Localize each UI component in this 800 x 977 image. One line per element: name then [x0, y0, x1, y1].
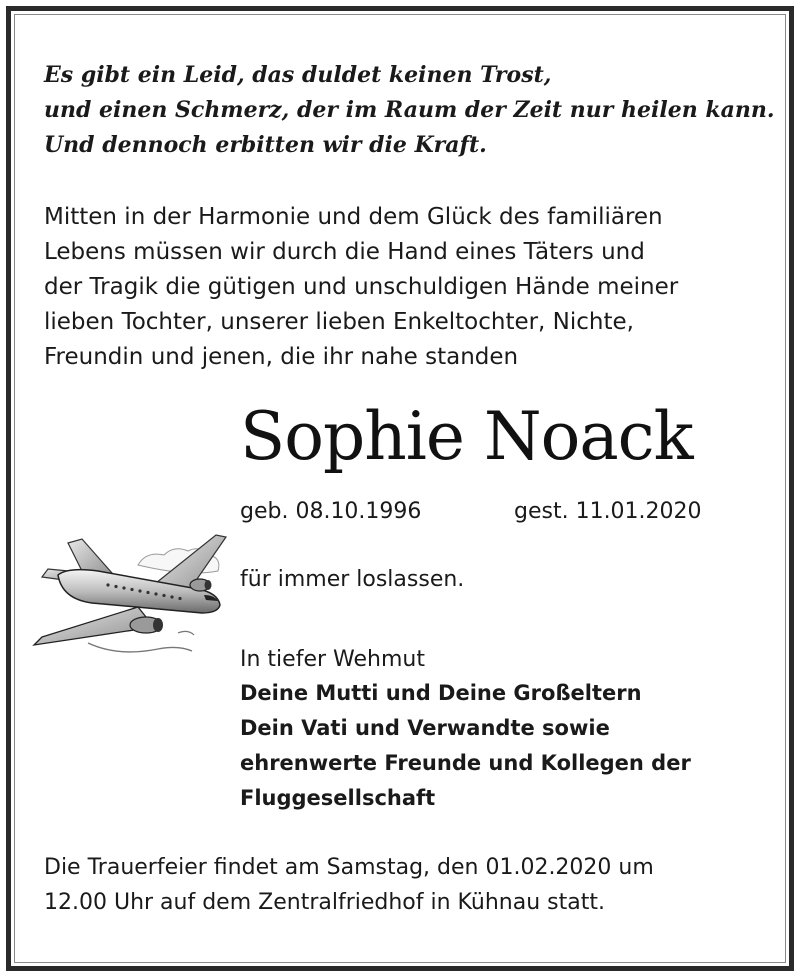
farewell-text: für immer loslassen. — [240, 567, 465, 592]
funeral-line: Die Trauerfeier findet am Samstag, den 01.02.2020 um — [44, 855, 654, 880]
birth-date: geb. 08.10.1996 — [240, 499, 422, 524]
death-date: gest. 11.01.2020 — [514, 499, 702, 524]
funeral-info — [44, 850, 654, 920]
poem-line: Und dennoch erbitten wir die Kraft. — [44, 132, 487, 158]
mourning-intro: In tiefer Wehmut — [240, 647, 425, 672]
airplane-icon — [28, 525, 238, 665]
funeral-line: 12.00 Uhr auf dem Zentralfriedhof in Kühnau statt. — [44, 890, 605, 915]
intro-line: der Tragik die gütigen und unschuldigen Hände meiner — [44, 274, 679, 300]
intro-line: Lebens müssen wir durch die Hand eines Täters und — [44, 239, 645, 265]
intro-line: Mitten in der Harmonie und dem Glück des familiären — [44, 204, 663, 230]
intro-text — [44, 200, 678, 375]
mourner-line: Fluggesellschaft — [240, 786, 436, 810]
poem-line: Es gibt ein Leid, das duldet keinen Trost, — [44, 62, 552, 88]
intro-line: lieben Tochter, unserer lieben Enkeltochter, Nichte, — [44, 309, 634, 335]
intro-line: Freundin und jenen, die ihr nahe standen — [44, 344, 519, 370]
poem-line: und einen Schmerz, der im Raum der Zeit nur heilen kann. — [44, 97, 775, 123]
mourner-line: Deine Mutti und Deine Großeltern — [240, 681, 642, 705]
mourner-line: Dein Vati und Verwandte sowie — [240, 716, 610, 740]
deceased-name: Sophie Noack — [240, 398, 693, 475]
mourner-line: ehrenwerte Freunde und Kollegen der — [240, 751, 691, 775]
mourners-list — [240, 676, 691, 816]
poem — [44, 58, 775, 163]
